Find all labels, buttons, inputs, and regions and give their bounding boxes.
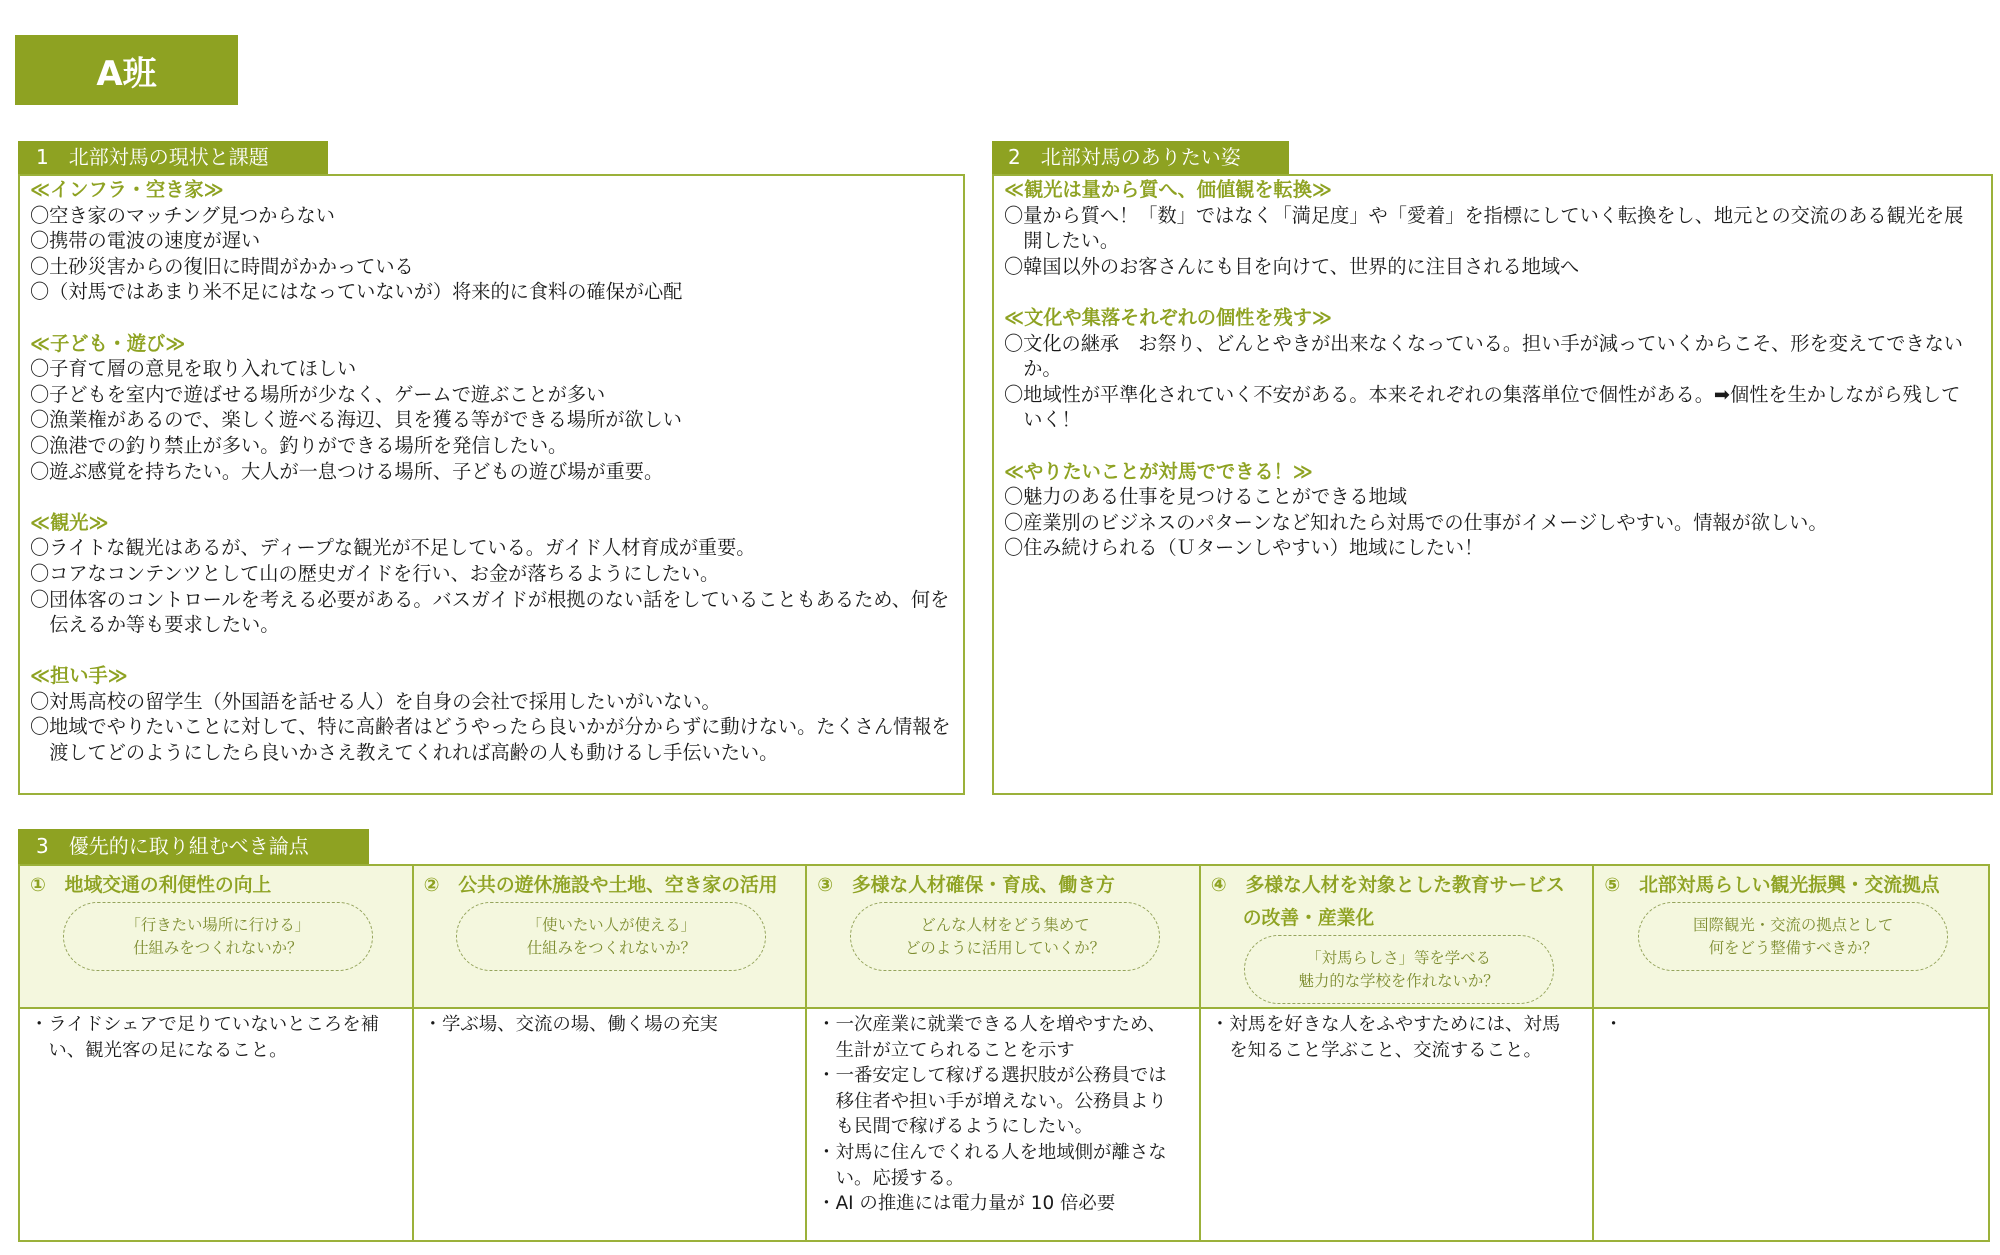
section-3-tab — [18, 829, 369, 864]
note-item: ・対馬に住んでくれる人を地域側が離さない。応援する。 — [817, 1141, 1167, 1189]
issue-title: ④ 多様な人材を対象とした教育サービスの改善・産業化 — [1210, 875, 1565, 929]
issue-notes — [817, 1012, 1168, 1217]
bullet-item: 〇地域でやりたいことに対して、特に高齢者はどうやったら良いかが分からずに動けない。たくさん情報を渡してどのようにしたら良いかさえ教えてくれれば高齢の人も動けるし手伝いたい。 — [30, 715, 951, 765]
team-label: A班 — [96, 53, 157, 94]
section-3-title: 3 優先的に取り組むべき論点 — [36, 834, 309, 858]
issue-title: ③ 多様な人材確保・育成、働き方 — [817, 875, 1115, 896]
bullet-item: 〇地域性が平準化されていく不安がある。本来それぞれの集落単位で個性がある。➡個性を生かしながら残していく！ — [1004, 382, 1961, 432]
issue-header-cell — [1594, 866, 1988, 1009]
issue-notes — [1211, 1012, 1562, 1063]
issue-body-cell — [20, 1009, 414, 1240]
question-bubble — [63, 902, 373, 971]
topic-heading: ≪文化や集落それぞれの個性を残す≫ — [1004, 305, 1332, 329]
topic-group — [1004, 305, 1966, 433]
bullet-item: 〇ライトな観光はあるが、ディープな観光が不足している。ガイド人材育成が重要。 — [30, 536, 756, 560]
question-line: 仕組みをつくれないか？ — [133, 938, 303, 957]
section-1-tab — [18, 141, 328, 174]
bullet-item: 〇携帯の電波の速度が遅い — [30, 229, 261, 253]
section-2-tab — [992, 141, 1289, 174]
bullet-item: 〇団体客のコントロールを考える必要がある。バスガイドが根拠のない話をしていることもあるため、何を伝えるか等も要求したい。 — [30, 587, 950, 637]
question-line: どのように活用していくか？ — [904, 938, 1106, 957]
section-2-title: 2 北部対馬のありたい姿 — [1008, 145, 1241, 169]
bullet-item: 〇魅力のある仕事を見つけることができる地域 — [1004, 485, 1407, 509]
issue-body-cell — [414, 1009, 808, 1240]
topic-group — [1004, 459, 1966, 561]
issue-title: ① 地域交通の利便性の向上 — [30, 875, 272, 896]
topic-heading: ≪インフラ・空き家≫ — [30, 178, 224, 201]
question-line: 「対馬らしさ」等を学べる — [1306, 948, 1491, 967]
issue-body-cell — [1594, 1009, 1988, 1240]
priority-issues-table — [18, 864, 1990, 1242]
issue-header-cell — [414, 866, 808, 1009]
question-line: 魅力的な学校を作れないか？ — [1298, 971, 1499, 990]
topic-heading: ≪子ども・遊び≫ — [30, 331, 186, 355]
bullet-item: 〇韓国以外のお客さんにも目を向けて、世界的に注目される地域へ — [1004, 254, 1580, 278]
bullet-item: 〇遊ぶ感覚を持ちたい。大人が一息つける場所、子どもの遊び場が重要。 — [30, 459, 664, 483]
bullet-item: 〇コアなコンテンツとして山の歴史ガイドを行い、お金が落ちるようにしたい。 — [30, 561, 720, 585]
topic-heading: ≪やりたいことが対馬でできる！≫ — [1004, 459, 1313, 483]
issue-notes — [1604, 1012, 1974, 1038]
bullet-item: 〇空き家のマッチング見つからない — [30, 203, 335, 227]
note-item: ・AI の推進には電力量が 10 倍必要 — [817, 1193, 1116, 1215]
bullet-item: 〇子育て層の意見を取り入れてほしい — [30, 357, 357, 381]
section-1-content — [30, 177, 954, 766]
topic-heading: ≪観光≫ — [30, 510, 109, 534]
topic-group — [30, 177, 954, 305]
question-line: 「行きたい場所に行ける」 — [125, 915, 311, 934]
bullet-item: 〇漁港での釣り禁止が多い。釣りができる場所を発信したい。 — [30, 433, 568, 457]
note-item: ・学ぶ場、交流の場、働く場の充実 — [423, 1014, 718, 1035]
issue-notes — [30, 1012, 400, 1063]
topic-heading: ≪観光は量から質へ、価値観を転換≫ — [1004, 178, 1332, 201]
section-1-box — [18, 174, 965, 795]
bullet-item: 〇対馬高校の留学生（外国語を話せる人）を自身の会社で採用したいがいない。 — [30, 689, 721, 713]
note-item: ・一番安定して稼げる選択肢が公務員では移住者や担い手が増えない。公務員よりも民間で稼げるようにしたい。 — [817, 1065, 1167, 1138]
issue-header-cell — [1201, 866, 1595, 1009]
bullet-item: 〇住み続けられる（Ｕターンしやすい）地域にしたい！ — [1004, 536, 1484, 560]
note-item: ・対馬を好きな人をふやすためには、対馬を知ること学ぶこと、交流すること。 — [1210, 1014, 1561, 1061]
question-bubble — [1244, 935, 1554, 1004]
section-1-title: 1 北部対馬の現状と課題 — [36, 145, 269, 169]
bullet-item: 〇（対馬ではあまり米不足にはなっていないが）将来的に食料の確保が心配 — [30, 280, 683, 304]
topic-group — [30, 663, 954, 765]
team-badge — [15, 35, 238, 105]
topic-group — [30, 331, 954, 485]
bullet-item: 〇土砂災害からの復旧に時間がかかっている — [30, 254, 414, 278]
bullet-item: 〇子どもを室内で遊ばせる場所が少なく、ゲームで遊ぶことが多い — [30, 382, 606, 406]
issue-notes — [424, 1012, 794, 1038]
question-bubble — [456, 902, 766, 971]
section-2-content — [1004, 177, 1966, 561]
question-line: どんな人材をどう集めて — [920, 915, 1090, 934]
question-line: 国際観光・交流の拠点として — [1693, 915, 1894, 934]
issue-body-cell — [807, 1009, 1201, 1240]
section-2-box — [992, 174, 1993, 795]
note-item: ・ライドシェアで足りていないところを補い、観光客の足になること。 — [30, 1014, 380, 1061]
note-item: ・ — [1604, 1014, 1623, 1035]
topic-heading: ≪担い手≫ — [30, 664, 128, 688]
issue-header-cell — [807, 866, 1201, 1009]
question-line: 何をどう整備すべきか？ — [1708, 938, 1878, 957]
bullet-item: 〇量から質へ！「数」ではなく「満足度」や「愛着」を指標にしていく転換をし、地元との交流のある観光を展開したい。 — [1004, 203, 1964, 253]
question-line: 「使いたい人が使える」 — [526, 915, 697, 934]
bullet-item: 〇漁業権があるので、楽しく遊べる海辺、貝を獲る等ができる場所が欲しい — [30, 408, 682, 432]
bullet-item: 〇文化の継承 お祭り、どんとやきが出来なくなっている。担い手が減っていくからこそ、形を変えてできないか。 — [1004, 331, 1963, 381]
topic-group — [1004, 177, 1966, 279]
issue-body-cell — [1201, 1009, 1595, 1240]
question-line: 仕組みをつくれないか？ — [526, 938, 697, 957]
question-bubble — [850, 902, 1160, 971]
topic-group — [30, 510, 954, 638]
note-item: ・一次産業に就業できる人を増やすため、生計が立てられることを示す — [817, 1014, 1166, 1061]
bullet-item: 〇産業別のビジネスのパターンなど知れたら対馬での仕事がイメージしやすい。情報が欲しい。 — [1004, 510, 1828, 534]
issue-header-cell — [20, 866, 414, 1009]
question-bubble — [1638, 902, 1948, 971]
issue-title: ② 公共の遊休施設や土地、空き家の活用 — [423, 875, 778, 896]
issue-title: ⑤ 北部対馬らしい観光振興・交流拠点 — [1604, 875, 1940, 896]
